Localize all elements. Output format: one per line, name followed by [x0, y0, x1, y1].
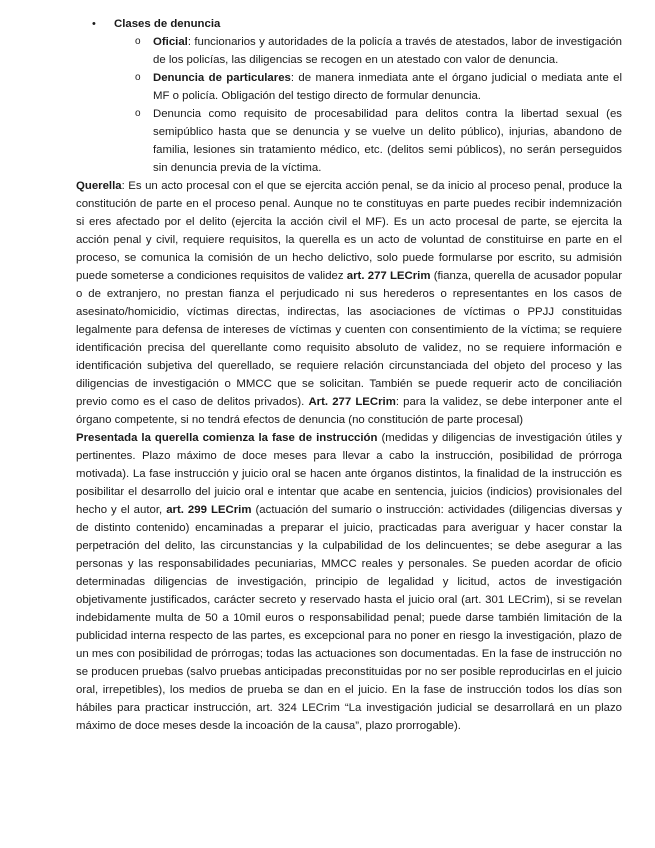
list-item-particulares: [135, 69, 622, 105]
legal-reference: art. 277 LECrim: [346, 270, 431, 282]
section-heading: Clases de denuncia: [114, 18, 221, 30]
list-item-procesabilidad: [135, 105, 622, 177]
querella-text-3: : para la validez, se debe interponer ante el órgano competente, si no tendrá efectos de denuncia (no constitución de parte procesal): [76, 396, 622, 426]
instruccion-text-2: (actuación del sumario o instrucción: actividades (diligencias diversas y de distinto contenido) encaminadas a preparar el juicio, practicadas para averiguar y hacer constar la perpetración del delito, las circunstancias y la culpabilidad de los delincuentes; se debe asegurar a las personas y las responsabilidades pecuniarias, MMCC reales y personales. Se pueden acordar de oficio determinadas diligencias de investigación, principio de legalidad y licitud, actos de investigación objetivamente justificados, carácter secreto y reservado hasta el juicio oral (art. 301 LECrim), si se revelan indebidamente multa de 50 a 10mil euros o responsabilidad penal; puede darse también limitación de la publicidad interna respecto de las partes, es excepcional para no poner en riesgo la investigación, plazo de un mes con posibilidad de prórrogas; todas las actuaciones son documentadas. En la fase de instrucción no se producen pruebas (salvo pruebas anticipadas preconstituidas por no ser posible reproducirlas en el juicio oral, irrepetibles), los medios de prueba se dan en el juicio. En la fase de instrucción todos los días son hábiles para practicar instrucción, art. 324 LECrim “La investigación judicial se desarrollará en un plazo máximo de doce meses desde la incoación de la causa”, plazo prorrogable).: [76, 504, 622, 732]
paragraph-instruccion: [76, 429, 622, 735]
instruccion-lead: Presentada la querella comienza la fase de instrucción: [76, 432, 378, 444]
legal-reference: Art. 277 LECrim: [308, 396, 396, 408]
circle-bullet-icon: o: [135, 36, 141, 47]
denuncia-types-list: [76, 33, 622, 177]
item-text: : funcionarios y autoridades de la policía a través de atestados, labor de investigación de los policías, las diligencias se recogen en un atestado con valor de denuncia.: [153, 36, 622, 66]
bullet-clases-de-denuncia: [76, 15, 622, 33]
querella-text-1: : Es un acto procesal con el que se ejercita acción penal, se da inicio al proceso penal, produce la constitución de parte en el proceso penal. Aunque no te constituyas en parte puedes recibir indemnización si eres afectado por el delito (ejercita la acción civil el MF). Es un acto procesal de parte, se ejercita la acción penal y civil, requiere requisitos, la querella es un acto de voluntad de constituirse en parte en el proceso, se comunica la comisión de un hecho delictivo, solo puede formularse por escrito, su admisión puede someterse a condiciones requisitos de validez: [76, 180, 622, 282]
legal-reference: art. 299 LECrim: [166, 504, 252, 516]
item-text: : de manera inmediata ante el órgano judicial o mediata ante el MF o policía. Obligación del testigo directo de formular denuncia.: [153, 72, 622, 102]
item-term: Denuncia de particulares: [153, 72, 291, 84]
item-text: Denuncia como requisito de procesabilidad para delitos contra la libertad sexual (es semipúblico hasta que se denuncia y se vuelve un delito público), injurias, abandono de familia, lesiones sin tratamiento médico, etc. (delitos semi públicos), no serán perseguidos sin denuncia previa de la víctima.: [153, 108, 622, 174]
circle-bullet-icon: o: [135, 72, 141, 83]
circle-bullet-icon: o: [135, 108, 141, 119]
item-term: Oficial: [153, 36, 188, 48]
paragraph-querella: [76, 177, 622, 429]
querella-term: Querella: [76, 180, 122, 192]
bullet-dot-icon: •: [92, 18, 96, 30]
querella-text-2: (fianza, querella de acusador popular o de extranjero, no prestan fianza el perjudicado ni sus herederos o representantes en los casos de asesinato/homicidio, víctimas directas, indirectas, las asociaciones de víctimas o PPJJ constituidas legalmente para defensa de intereses de víctimas y cuenten con consentimiento de la víctima; se requiere identificación precisa del querellante como requisito absoluto de validez, no se requiere información e identificación subjetiva del querellado, se requiere relación circunstanciada del objeto del proceso y las diligencias de investigación o MMCC que se solicitan. También se puede requerir acto de conciliación previo como es el caso de delitos privados).: [76, 270, 622, 408]
list-item-oficial: [135, 33, 622, 69]
instruccion-text-1: (medidas y diligencias de investigación útiles y pertinentes. Plazo máximo de doce meses para llevar a cabo la instrucción, posibilidad de prórroga motivada). La fase instrucción y juicio oral se hacen ante órganos distintos, la finalidad de la instrucción es posibilitar el desarrollo del juicio oral e intentar que acabe en sentencia, juicios (indicios) provisionales del hecho y el autor,: [76, 432, 622, 516]
